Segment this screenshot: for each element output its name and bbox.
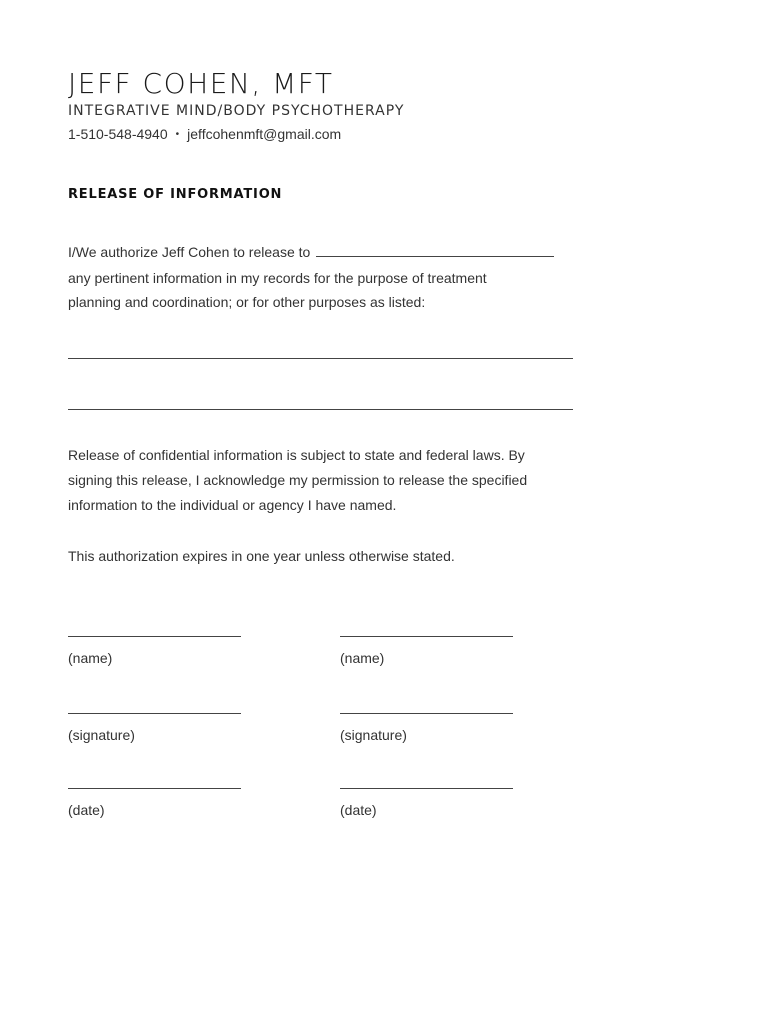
- contact-line: [68, 126, 341, 142]
- date-line-right[interactable]: [340, 788, 513, 789]
- practitioner-name: JEFF COHEN, MFT: [68, 67, 334, 100]
- authorize-text: I/We authorize Jeff Cohen to release to: [68, 244, 311, 260]
- signature-line-left[interactable]: [68, 713, 241, 714]
- name-label-left: (name): [68, 650, 113, 666]
- notice-line-1: Release of confidential information is subject to state and federal laws. By: [68, 447, 525, 463]
- email-address: jeffcohenmft@gmail.com: [187, 126, 342, 142]
- signature-label-right: (signature): [340, 727, 407, 743]
- notice-line-2: signing this release, I acknowledge my permission to release the specified: [68, 472, 528, 488]
- signature-label-left: (signature): [68, 727, 135, 743]
- date-line-left[interactable]: [68, 788, 241, 789]
- date-label-right: (date): [340, 802, 377, 818]
- authorize-line-1: [68, 240, 554, 265]
- purpose-blank-line-2[interactable]: [68, 409, 573, 410]
- name-line-left[interactable]: [68, 636, 241, 637]
- practice-subtitle: INTEGRATIVE MIND/BODY PSYCHOTHERAPY: [68, 103, 405, 119]
- expiry-notice: This authorization expires in one year unless otherwise stated.: [68, 548, 455, 564]
- form-title: RELEASE OF INFORMATION: [68, 187, 283, 202]
- date-label-left: (date): [68, 802, 105, 818]
- recipient-blank-field[interactable]: [316, 243, 554, 257]
- signature-line-right[interactable]: [340, 713, 513, 714]
- separator-dot: •: [175, 128, 180, 140]
- purpose-blank-line-1[interactable]: [68, 358, 573, 359]
- authorize-line-3: planning and coordination; or for other purposes as listed:: [68, 294, 426, 310]
- phone-number: 1-510-548-4940: [68, 126, 168, 142]
- authorize-line-2: any pertinent information in my records for the purpose of treatment: [68, 270, 487, 286]
- name-label-right: (name): [340, 650, 385, 666]
- notice-line-3: information to the individual or agency I have named.: [68, 497, 397, 513]
- name-line-right[interactable]: [340, 636, 513, 637]
